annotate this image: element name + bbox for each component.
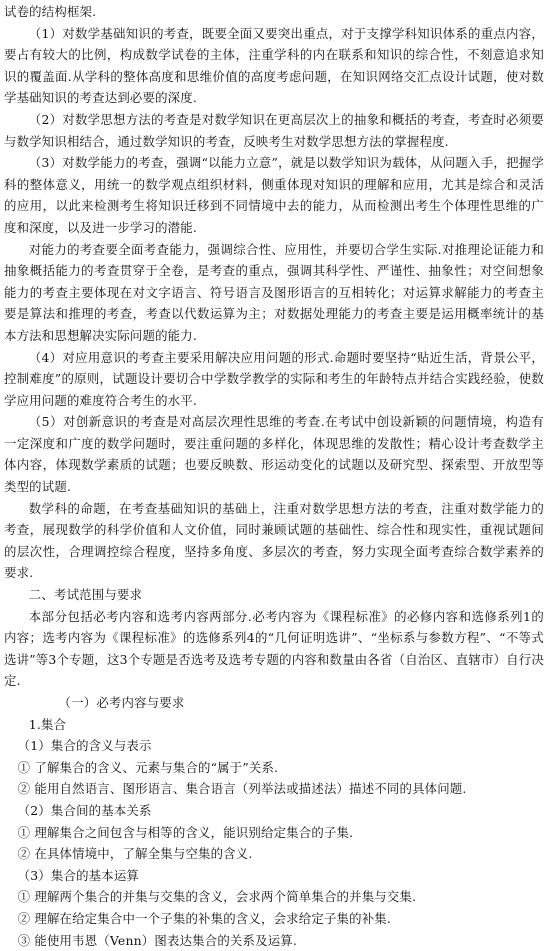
- subtopic-heading-relations: （2）集合间的基本关系: [17, 802, 152, 818]
- paragraph-basic-knowledge: （1）对数学基础知识的考查，既要全面又要突出重点，对于支撑学科知识体系的重点内容，要占有较大的比例，构成数学试卷的主体，注重学科的内在联系和知识的综合性，不刻意追求知识的覆盖面.从学科的整体高度和思维价值的高度考虑问题，在知识网络交汇点设计试题，使对数学基础知识的考查达到必要的深度.: [4, 25, 544, 106]
- list-item: ③ 能使用韦恩（Venn）图表达集合的关系及运算.: [17, 932, 298, 948]
- section-heading-scope: 二、考试范围与要求: [28, 587, 143, 603]
- list-item: ② 理解在给定集合中一个子集的补集的含义，会求给定子集的补集.: [17, 910, 392, 926]
- paragraph-intro-tail: 试卷的结构框架.: [4, 4, 97, 19]
- list-item: ② 能用自然语言、图形语言、集合语言（列举法或描述法）描述不同的具体问题.: [17, 781, 467, 797]
- paragraph-math-ability: （3）对数学能力的考查，强调“以能力立意”，就是以数学知识为载体，从问题入手，把握学科的整体意义，用统一的数学观点组织材料，侧重体现对知识的理解和应用，尤其是综合和灵活的应用，以此来检测考生将知识迁移到不同情境中去的能力，从而检测出考生个体理性思维的广度和深度，以及进一步学习的潜能.: [4, 155, 544, 235]
- list-item: ① 理解两个集合的并集与交集的含义，会求两个简单集合的并集与交集.: [17, 889, 417, 905]
- document-body: [4, 1, 544, 951]
- paragraph-thinking-methods: （2）对数学思想方法的考查是对数学知识在更高层次上的抽象和概括的考查，考查时必须要与数学知识相结合，通过数学知识的考查，反映考生对数学思想方法的掌握程度.: [4, 111, 544, 149]
- list-item: ① 理解集合之间包含与相等的含义，能识别给定集合的子集.: [17, 824, 354, 840]
- subsection-heading-required: （一）必考内容与要求: [58, 695, 185, 710]
- paragraph-proposition-summary: 数学科的命题，在考查基础知识的基础上，注重对数学思想方法的考查，注重对数学能力的考查，展现数学的科学价值和人文价值，同时兼顾试题的基础性、综合性和现实性，重视试题间的层次性，合理调控综合程度，坚持多角度、多层次的考查，努力实现全面考查综合数学素养的要求.: [4, 500, 544, 581]
- paragraph-scope-description: 本部分包括必考内容和选考内容两部分.必考内容为《课程标准》的必修内容和选修系列1的内容；选考内容为《课程标准》的选修系列4的“几何证明选讲”、“坐标系与参数方程”、“不等式选讲”等3个专题，这3个专题是否选考及选考专题的内容和数量由各省（自治区、直辖市）自行决定.: [4, 608, 544, 689]
- paragraph-application-awareness: （4）对应用意识的考查主要采用解决应用问题的形式.命题时要坚持“贴近生活，背景公平，控制难度”的原则，试题设计要切合中学数学教学的实际和考生的年龄特点并结合实践经验，使数学应用问题的难度符合考生的水平.: [4, 349, 544, 408]
- paragraph-ability-assessment: 对能力的考查要全面考查能力，强调综合性、应用性，并要切合学生实际.对推理论证能力和抽象概括能力的考查贯穿于全卷，是考查的重点，强调其科学性、严谨性、抽象性；对空间想象能力的考查主要体现在对文字语言、符号语言及图形语言的互相转化；对运算求解能力的考查主要是算法和推理的考查，考查以代数运算为主；对数据处理能力的考查主要是运用概率统计的基本方法和思想解决实际问题的能力.: [4, 241, 544, 343]
- subtopic-heading-operations: （3）集合的基本运算: [17, 867, 140, 883]
- topic-heading-sets: 1.集合: [28, 716, 67, 732]
- list-item: ② 在具体情境中，了解全集与空集的含义.: [17, 846, 253, 862]
- subtopic-heading-meaning: （1）集合的含义与表示: [17, 738, 152, 754]
- list-item: ① 了解集合的含义、元素与集合的“属于”关系.: [17, 759, 279, 775]
- paragraph-innovation-awareness: （5）对创新意识的考查是对高层次理性思维的考查.在考试中创设新颖的问题情境，构造有一定深度和广度的数学问题时，要注重问题的多样化，体现思维的发散性；精心设计考查数学主体内容，体现数学素质的试题；也要反映数、形运动变化的试题以及研究型、探索型、开放型等类型的试题.: [4, 414, 544, 495]
